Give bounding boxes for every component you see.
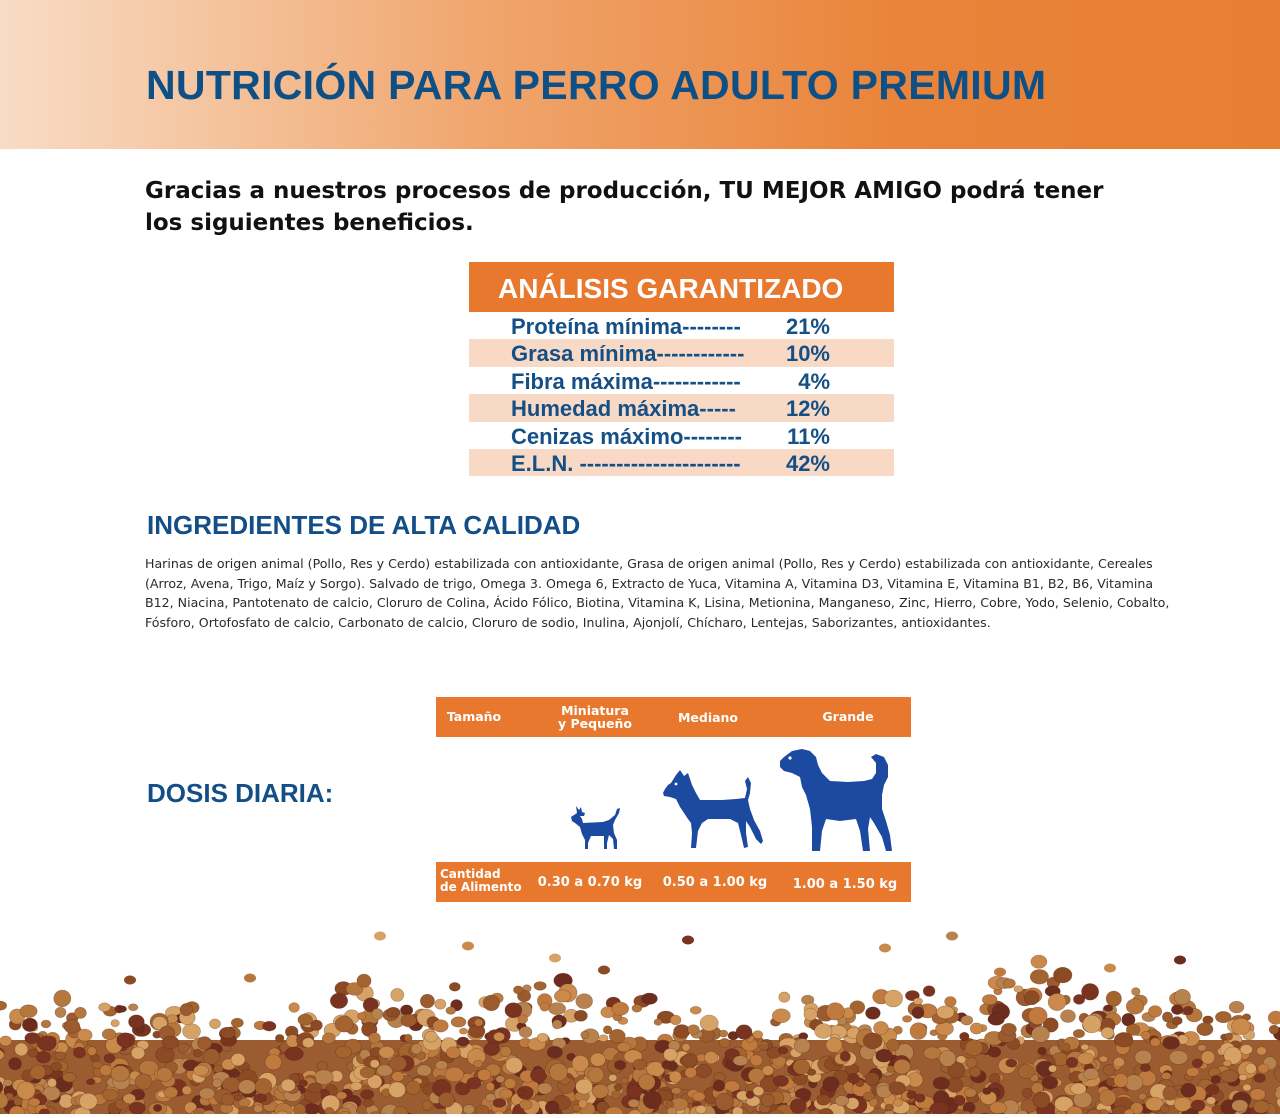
analysis-label: Proteína mínima-------- — [511, 312, 741, 341]
analysis-row-ash — [469, 422, 894, 449]
analysis-label: Humedad máxima----- — [511, 394, 736, 423]
page-title: NUTRICIÓN PARA PERRO ADULTO PREMIUM — [146, 62, 1046, 109]
analysis-label: Grasa mínima------------ — [511, 339, 744, 368]
analysis-value: 42% — [786, 449, 830, 478]
ingredients-text: Harinas de origen animal (Pollo, Res y Cerdo) estabilizada con antioxidante, Grasa de origen animal (Pollo, Res y Cerdo) estabilizada con antioxidante, Cereales (Arroz, Avena, Trigo, Maíz y Sorgo). Salvado de trigo, Omega 3. Omega 6, Extracto de Yuca, Vitamina A, Vitamina D3, Vitamina E, Vitamina B1, B2, B6, Vitamina B12, Niacina, Pantotenato de calcio, Cloruro de Colina, Ácido Fólico, Biotina, Vitamina K, Lisina, Metionina, Manganeso, Zinc, Hierro, Cobre, Yodo, Selenio, Cobalto, Fósforo, Ortofosfato de calcio, Carbonato de calcio, Cloruro de sodio, Inulina, Ajonjolí, Chícharo, Lentejas, Saborizantes, antioxidantes. — [145, 554, 1185, 632]
kibble-image — [0, 920, 1280, 1114]
size-header: Tamaño — [436, 710, 512, 723]
analysis-label: Fibra máxima------------ — [511, 367, 741, 396]
amount-medium: 0.50 a 1.00 kg — [658, 876, 772, 889]
analysis-value: 4% — [798, 367, 830, 396]
analysis-row-eln — [469, 449, 894, 476]
daily-dose-table — [436, 697, 911, 902]
amount-header-line1: Cantidad — [440, 868, 532, 881]
schnauzer-dog-icon — [662, 767, 766, 853]
amount-large: 1.00 a 1.50 kg — [788, 878, 902, 891]
amount-header-line2: de Alimento — [440, 881, 532, 894]
analysis-value: 10% — [786, 339, 830, 368]
analysis-row-moisture — [469, 394, 894, 421]
large-dog-icon — [778, 747, 900, 855]
header-banner — [0, 0, 1280, 149]
amount-header — [440, 868, 532, 894]
dose-header-row — [436, 697, 911, 737]
analysis-label: Cenizas máximo-------- — [511, 422, 742, 451]
analysis-row-protein — [469, 312, 894, 339]
size-small-label-line1: Miniatura — [540, 704, 650, 717]
dog-food-kibble-illustration — [0, 920, 1280, 1114]
amount-small: 0.30 a 0.70 kg — [536, 876, 644, 889]
analysis-value: 12% — [786, 394, 830, 423]
small-dog-icon — [569, 803, 623, 853]
size-medium-label: Mediano — [656, 711, 760, 724]
ingredients-title: INGREDIENTES DE ALTA CALIDAD — [147, 510, 580, 541]
dose-amount-row — [436, 862, 911, 902]
analysis-label: E.L.N. ---------------------- — [511, 449, 741, 478]
size-large-label: Grande — [796, 710, 900, 723]
size-small-label-line2: y Pequeño — [540, 717, 650, 730]
analysis-value: 21% — [786, 312, 830, 341]
analysis-value: 11% — [787, 422, 830, 451]
intro-text: Gracias a nuestros procesos de producción, TU MEJOR AMIGO podrá tener los siguientes beneficios. — [145, 175, 1145, 239]
analysis-row-fat — [469, 339, 894, 366]
analysis-title: ANÁLISIS GARANTIZADO — [469, 262, 894, 312]
daily-dose-title: DOSIS DIARIA: — [147, 778, 333, 809]
analysis-row-fiber — [469, 367, 894, 394]
size-small-label — [540, 704, 650, 730]
guaranteed-analysis-table — [469, 262, 894, 476]
